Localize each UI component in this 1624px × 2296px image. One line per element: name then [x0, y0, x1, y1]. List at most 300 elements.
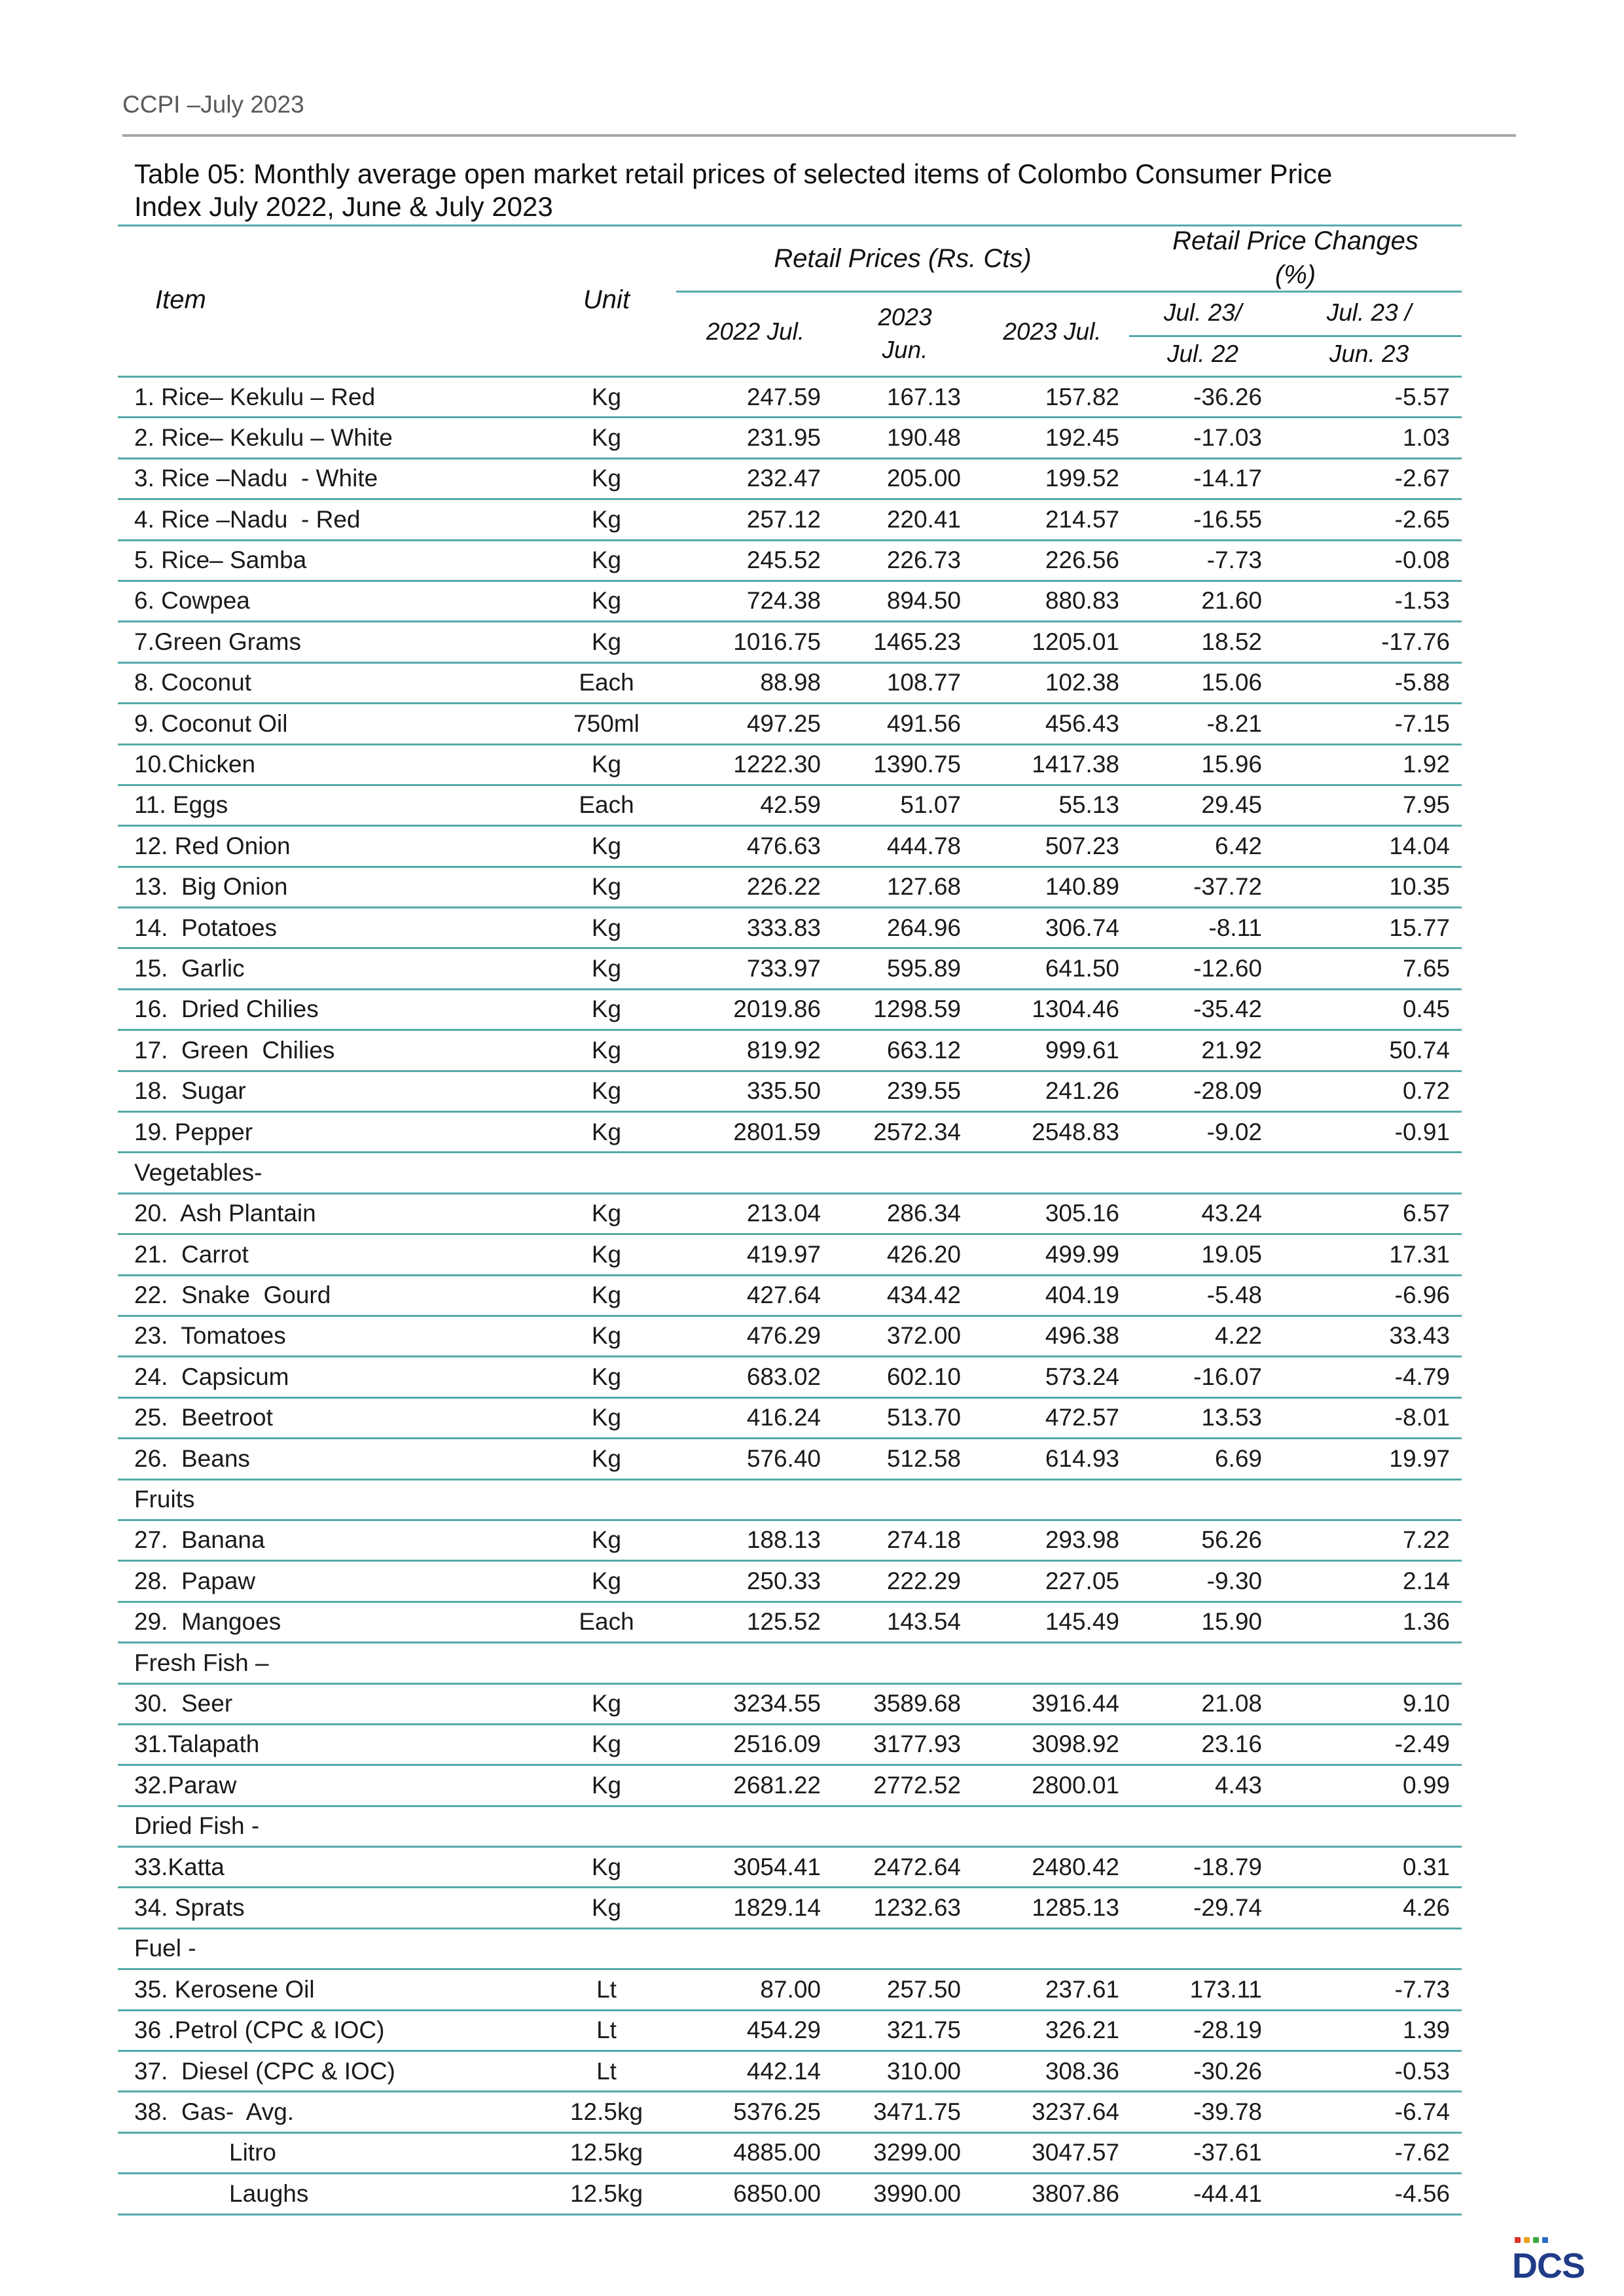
price-jul-2023-cell: 214.57 [1045, 505, 1119, 533]
price-jun-2023-cell: 167.13 [886, 383, 961, 410]
unit-cell: 12.5kg [569, 2179, 643, 2207]
price-jun-2023-cell: 222.29 [886, 1567, 961, 1594]
change-jul23-jun23-cell: -0.91 [1394, 1118, 1450, 1145]
price-jul-2022-cell: 476.29 [746, 1322, 821, 1350]
table-row [118, 868, 1462, 908]
change-jul23-jun23-cell: 6.57 [1402, 1200, 1450, 1227]
price-jun-2023-cell: 3589.68 [873, 1690, 961, 1717]
change-jul23-jul22-cell: -9.02 [1206, 1118, 1262, 1145]
item-name-cell: 20. Ash Plantain [134, 1200, 316, 1227]
change-jul23-jun23-cell: 0.72 [1402, 1077, 1450, 1105]
price-jul-2022-cell: 419.97 [746, 1240, 821, 1268]
price-jul-2023-cell: 641.50 [1045, 954, 1119, 982]
item-name-cell: 16. Dried Chilies [134, 996, 319, 1023]
change-jul23-jun23-cell: -2.65 [1394, 505, 1450, 533]
item-name-cell: 14. Potatoes [134, 914, 278, 941]
change-jul23-jul22-cell: -37.72 [1193, 873, 1262, 901]
price-jul-2023-cell: 573.24 [1045, 1363, 1119, 1390]
section-row [118, 1153, 1462, 1194]
table-row [118, 664, 1462, 704]
table-row [118, 378, 1462, 418]
price-jun-2023-cell: 226.73 [886, 547, 961, 574]
change-jul23-jul22-cell: 18.52 [1201, 628, 1262, 655]
table-row [118, 1562, 1462, 1602]
price-jul-2022-cell: 42.59 [760, 791, 821, 819]
item-name-cell: 29. Mangoes [134, 1608, 281, 1636]
table-row [118, 418, 1462, 459]
price-jul-2023-cell: 3047.57 [1032, 2139, 1119, 2166]
unit-column-header: Unit [583, 285, 630, 314]
change-jul23-jun23-cell: -8.01 [1394, 1404, 1450, 1431]
price-jun-2023-cell: 513.70 [886, 1404, 961, 1431]
change-jul23-jul22-header-top: Jul. 23/ [1163, 298, 1242, 326]
price-jun-2023-cell: 3990.00 [873, 2179, 961, 2207]
change-jul23-jul22-cell: 29.45 [1201, 791, 1262, 819]
price-jul-2022-cell: 427.64 [746, 1282, 821, 1309]
price-jul-2023-cell: 3916.44 [1032, 1690, 1119, 1717]
price-jul-2023-cell: 1304.46 [1032, 996, 1119, 1023]
price-jul-2022-cell: 213.04 [746, 1200, 821, 1227]
price-jun-2023-cell: 257.50 [886, 1975, 961, 2003]
table-title-line: Index July 2022, June & July 2023 [134, 191, 553, 222]
item-name-cell: 22. Snake Gourd [134, 1282, 331, 1309]
table-row [118, 949, 1462, 990]
price-jul-2022-cell: 245.52 [746, 547, 821, 574]
price-jul-2023-cell: 880.83 [1045, 587, 1119, 615]
price-jul-2023-cell: 614.93 [1045, 1444, 1119, 1472]
price-jul-2022-cell: 454.29 [746, 2017, 821, 2044]
unit-cell: Lt [596, 2057, 617, 2085]
price-jul-2023-cell: 226.56 [1045, 547, 1119, 574]
price-jul-2023-cell: 199.52 [1045, 465, 1119, 492]
jul-2023-column-header: 2023 Jul. [1003, 317, 1102, 345]
table-row [118, 1848, 1462, 1888]
table-row [118, 1725, 1462, 1766]
price-jul-2023-cell: 237.61 [1045, 1975, 1119, 2003]
item-name-cell: 3. Rice –Nadu - White [134, 465, 378, 492]
change-jul23-jun23-cell: -6.96 [1394, 1282, 1450, 1309]
item-name-cell: 34. Sprats [134, 1893, 245, 1921]
change-jul23-jun23-cell: -6.74 [1394, 2098, 1450, 2125]
table-row [118, 500, 1462, 541]
change-jul23-jun23-cell: 14.04 [1389, 832, 1450, 859]
unit-cell: Kg [591, 1200, 622, 1227]
unit-cell: Lt [596, 2017, 617, 2044]
unit-cell: Kg [591, 465, 622, 492]
unit-cell: Kg [591, 914, 622, 941]
sub-item-row [118, 2174, 1462, 2215]
table-row [118, 1439, 1462, 1480]
change-jul23-jun23-cell: -2.49 [1394, 1731, 1450, 1758]
table-row [118, 1317, 1462, 1357]
item-name-cell: 15. Garlic [134, 954, 245, 982]
unit-cell: Kg [591, 996, 622, 1023]
change-jul23-jun23-cell: 0.31 [1402, 1853, 1450, 1880]
table-row [118, 582, 1462, 622]
change-jul23-jun23-cell: -0.08 [1394, 547, 1450, 574]
price-jul-2023-cell: 2548.83 [1032, 1118, 1119, 1145]
price-jul-2022-cell: 476.63 [746, 832, 821, 859]
price-jul-2022-cell: 250.33 [746, 1567, 821, 1594]
change-jul23-jun23-header-top: Jul. 23 / [1326, 298, 1412, 326]
item-name-cell: 5. Rice– Samba [134, 547, 307, 574]
change-jul23-jun23-cell: -1.53 [1394, 587, 1450, 615]
unit-cell: Kg [591, 505, 622, 533]
table-row [118, 908, 1462, 949]
change-jul23-jul22-cell: 15.06 [1201, 669, 1262, 696]
price-jul-2023-cell: 293.98 [1045, 1526, 1119, 1554]
change-jul23-jun23-cell: -7.73 [1394, 1975, 1450, 2003]
price-jun-2023-cell: 127.68 [886, 873, 961, 901]
table-row [118, 827, 1462, 867]
change-jul23-jun23-cell: 33.43 [1389, 1322, 1450, 1350]
price-jul-2022-cell: 5376.25 [733, 2098, 821, 2125]
change-jul23-jul22-cell: -12.60 [1193, 954, 1262, 982]
unit-cell: Kg [591, 1118, 622, 1145]
price-jun-2023-cell: 143.54 [886, 1608, 961, 1636]
unit-cell: Kg [591, 1731, 622, 1758]
jun-2023-column-header-year: 2023 [878, 303, 932, 331]
table-header [118, 224, 1462, 378]
table-row [118, 745, 1462, 786]
price-jun-2023-cell: 1465.23 [873, 628, 961, 655]
price-jul-2023-cell: 102.38 [1045, 669, 1119, 696]
price-jul-2023-cell: 306.74 [1045, 914, 1119, 941]
header-rule [122, 134, 1516, 137]
change-jul23-jul22-cell: 4.22 [1214, 1322, 1262, 1350]
item-name-cell: 19. Pepper [134, 1118, 253, 1145]
unit-cell: Kg [591, 1526, 622, 1554]
price-jul-2023-cell: 472.57 [1045, 1404, 1119, 1431]
price-jun-2023-cell: 1232.63 [873, 1893, 961, 1921]
running-header: CCPI –July 2023 [122, 91, 304, 118]
table-row [118, 2052, 1462, 2092]
retail-prices-group-header: Retail Prices (Rs. Cts) [774, 244, 1032, 273]
change-jul23-jun23-cell: -2.67 [1394, 465, 1450, 492]
change-jul23-jul22-cell: 21.60 [1201, 587, 1262, 615]
logo-text: DCS [1512, 2246, 1585, 2286]
unit-cell: Lt [596, 1975, 617, 2003]
price-jun-2023-cell: 894.50 [886, 587, 961, 615]
change-jul23-jun23-header-bottom: Jun. 23 [1329, 340, 1409, 367]
section-row [118, 1929, 1462, 1970]
table-row [118, 1888, 1462, 1929]
change-jul23-jun23-cell: -5.88 [1394, 669, 1450, 696]
change-jul23-jul22-cell: -39.78 [1193, 2098, 1262, 2125]
change-jul23-jul22-cell: -18.79 [1193, 1853, 1262, 1880]
item-name-cell: 31.Talapath [134, 1731, 260, 1758]
change-jul23-jul22-cell: -8.11 [1208, 914, 1262, 941]
price-changes-group-header: Retail Price Changes [1172, 226, 1418, 255]
price-jul-2023-cell: 496.38 [1045, 1322, 1119, 1350]
price-jun-2023-cell: 286.34 [886, 1200, 961, 1227]
change-jul23-jul22-cell: -8.21 [1206, 709, 1262, 737]
change-jul23-jul22-cell: 173.11 [1189, 1975, 1262, 2003]
item-name-cell: 25. Beetroot [134, 1404, 273, 1431]
price-jul-2022-cell: 819.92 [746, 1036, 821, 1064]
price-jul-2023-cell: 140.89 [1045, 873, 1119, 901]
price-jul-2022-cell: 231.95 [746, 423, 821, 451]
item-name-cell: 1. Rice– Kekulu – Red [134, 383, 376, 410]
change-jul23-jul22-cell: -36.26 [1193, 383, 1262, 410]
price-jun-2023-cell: 3299.00 [873, 2139, 961, 2166]
logo-dot [1524, 2237, 1530, 2243]
unit-cell: Kg [591, 1567, 622, 1594]
item-name-cell: Litro [229, 2139, 276, 2166]
item-name-cell: 38. Gas- Avg. [134, 2098, 295, 2125]
price-changes-unit-label: (%) [1274, 260, 1316, 289]
price-jul-2022-cell: 4885.00 [733, 2139, 821, 2166]
section-row [118, 1480, 1462, 1521]
change-jul23-jul22-cell: -5.48 [1206, 1282, 1262, 1309]
price-jun-2023-cell: 1390.75 [873, 751, 961, 778]
change-jul23-jul22-cell: 15.96 [1201, 751, 1262, 778]
unit-cell: 750ml [573, 709, 640, 737]
unit-cell: Each [579, 1608, 634, 1636]
item-name-cell: 13. Big Onion [134, 873, 288, 901]
price-jun-2023-cell: 512.58 [886, 1444, 961, 1472]
price-jul-2022-cell: 2516.09 [733, 1731, 821, 1758]
price-jul-2023-cell: 55.13 [1058, 791, 1119, 819]
change-jul23-jun23-cell: -7.15 [1394, 709, 1450, 737]
price-jul-2022-cell: 188.13 [746, 1526, 821, 1554]
table-row [118, 622, 1462, 663]
change-jul23-jun23-cell: 0.45 [1402, 996, 1450, 1023]
price-jun-2023-cell: 2572.34 [873, 1118, 961, 1145]
unit-cell: Kg [591, 873, 622, 901]
table-row [118, 1235, 1462, 1276]
unit-cell: Kg [591, 628, 622, 655]
table-row [118, 1521, 1462, 1562]
change-jul23-jul22-cell: -16.07 [1193, 1363, 1262, 1390]
item-name-cell: 33.Katta [134, 1853, 225, 1880]
change-jul23-jul22-cell: 6.42 [1214, 832, 1262, 859]
change-jul23-jul22-cell: -9.30 [1206, 1567, 1262, 1594]
price-jun-2023-cell: 426.20 [886, 1240, 961, 1268]
unit-cell: Kg [591, 1240, 622, 1268]
price-jul-2022-cell: 1829.14 [733, 1893, 821, 1921]
price-jun-2023-cell: 595.89 [886, 954, 961, 982]
change-jul23-jul22-cell: 21.92 [1201, 1036, 1262, 1064]
section-label: Dried Fish - [134, 1812, 260, 1840]
change-jul23-jul22-cell: -14.17 [1193, 465, 1262, 492]
change-jul23-jul22-cell: -28.09 [1193, 1077, 1262, 1105]
change-jul23-jul22-cell: -28.19 [1193, 2017, 1262, 2044]
unit-cell: Each [579, 791, 634, 819]
item-name-cell: 36 .Petrol (CPC & IOC) [134, 2017, 385, 2044]
change-jul23-jun23-cell: -0.53 [1394, 2057, 1450, 2085]
change-jul23-jun23-cell: -4.79 [1394, 1363, 1450, 1390]
table-title [134, 158, 1332, 223]
change-jul23-jun23-cell: 17.31 [1389, 1240, 1450, 1268]
item-name-cell: 21. Carrot [134, 1240, 249, 1268]
price-jul-2023-cell: 1285.13 [1032, 1893, 1119, 1921]
item-name-cell: 11. Eggs [134, 791, 228, 819]
table-row [118, 1399, 1462, 1439]
price-jul-2023-cell: 157.82 [1045, 383, 1119, 410]
logo-dot [1533, 2237, 1539, 2243]
table-row [118, 704, 1462, 745]
unit-cell: Kg [591, 1282, 622, 1309]
item-name-cell: 18. Sugar [134, 1077, 246, 1105]
price-jul-2022-cell: 1016.75 [733, 628, 821, 655]
jun-2023-column-header-month: Jun. [882, 336, 928, 363]
change-jul23-jul22-cell: 19.05 [1201, 1240, 1262, 1268]
price-jun-2023-cell: 321.75 [886, 2017, 961, 2044]
price-jul-2022-cell: 257.12 [746, 505, 821, 533]
table-row [118, 1603, 1462, 1643]
price-jul-2023-cell: 192.45 [1045, 423, 1119, 451]
table-row [118, 1685, 1462, 1725]
price-jul-2023-cell: 1417.38 [1032, 751, 1119, 778]
price-jun-2023-cell: 190.48 [886, 423, 961, 451]
unit-cell: Kg [591, 1771, 622, 1799]
change-jul23-jun23-cell: 15.77 [1389, 914, 1450, 941]
price-jun-2023-cell: 444.78 [886, 832, 961, 859]
price-jul-2022-cell: 88.98 [760, 669, 821, 696]
change-jul23-jun23-cell: -4.56 [1394, 2179, 1450, 2207]
unit-cell: Kg [591, 1036, 622, 1064]
price-jul-2022-cell: 87.00 [760, 1975, 821, 2003]
item-name-cell: 6. Cowpea [134, 587, 250, 615]
item-name-cell: 8. Coconut [134, 669, 251, 696]
change-jul23-jun23-cell: 9.10 [1402, 1690, 1450, 1717]
change-jul23-jul22-cell: -29.74 [1193, 1893, 1262, 1921]
change-jul23-jul22-cell: 56.26 [1201, 1526, 1262, 1554]
item-name-cell: 10.Chicken [134, 751, 256, 778]
unit-cell: Kg [591, 1363, 622, 1390]
unit-cell: Kg [591, 832, 622, 859]
price-jul-2023-cell: 145.49 [1045, 1608, 1119, 1636]
jul-2022-column-header: 2022 Jul. [706, 317, 805, 345]
unit-cell: Kg [591, 423, 622, 451]
unit-cell: Each [579, 669, 634, 696]
price-jun-2023-cell: 2472.64 [873, 1853, 961, 1880]
price-jul-2023-cell: 326.21 [1045, 2017, 1119, 2044]
change-jul23-jun23-cell: -5.57 [1394, 383, 1450, 410]
item-column-header: Item [155, 285, 206, 314]
table-row [118, 2092, 1462, 2133]
item-name-cell: 24. Capsicum [134, 1363, 289, 1390]
change-jul23-jun23-cell: 1.36 [1402, 1608, 1450, 1636]
price-jul-2022-cell: 497.25 [746, 709, 821, 737]
unit-cell: Kg [591, 1853, 622, 1880]
price-jul-2022-cell: 6850.00 [733, 2179, 821, 2207]
change-jul23-jun23-cell: 19.97 [1389, 1444, 1450, 1472]
price-jul-2022-cell: 2681.22 [733, 1771, 821, 1799]
price-jul-2022-cell: 733.97 [746, 954, 821, 982]
unit-cell: Kg [591, 954, 622, 982]
price-jul-2022-cell: 3054.41 [733, 1853, 821, 1880]
table-row [118, 459, 1462, 500]
section-row [118, 1643, 1462, 1684]
unit-cell: Kg [591, 1404, 622, 1431]
change-jul23-jun23-cell: 7.65 [1402, 954, 1450, 982]
change-jul23-jun23-cell: -7.62 [1394, 2139, 1450, 2166]
price-jun-2023-cell: 2772.52 [873, 1771, 961, 1799]
price-jun-2023-cell: 310.00 [886, 2057, 961, 2085]
table-row [118, 1072, 1462, 1113]
unit-cell: 12.5kg [569, 2098, 643, 2125]
price-jul-2023-cell: 241.26 [1045, 1077, 1119, 1105]
item-name-cell: 26. Beans [134, 1444, 250, 1472]
logo-dot [1515, 2237, 1521, 2243]
price-jun-2023-cell: 274.18 [886, 1526, 961, 1554]
price-jun-2023-cell: 51.07 [900, 791, 961, 819]
change-jul23-jul22-cell: 15.90 [1201, 1608, 1262, 1636]
table-row [118, 541, 1462, 582]
change-jul23-jun23-cell: 2.14 [1402, 1567, 1450, 1594]
price-jul-2023-cell: 305.16 [1045, 1200, 1119, 1227]
change-jul23-jul22-cell: -16.55 [1193, 505, 1262, 533]
item-name-cell: 27. Banana [134, 1526, 265, 1554]
price-jun-2023-cell: 220.41 [886, 505, 961, 533]
table-row [118, 990, 1462, 1031]
item-name-cell: 17. Green Chilies [134, 1036, 335, 1064]
table-row [118, 1357, 1462, 1398]
change-jul23-jul22-cell: 21.08 [1201, 1690, 1262, 1717]
section-label: Fruits [134, 1486, 195, 1513]
price-jun-2023-cell: 264.96 [886, 914, 961, 941]
unit-cell: Kg [591, 751, 622, 778]
change-jul23-jun23-cell: -17.76 [1381, 628, 1450, 655]
change-jul23-jul22-cell: 23.16 [1201, 1731, 1262, 1758]
change-jul23-jul22-cell: 4.43 [1214, 1771, 1262, 1799]
table-row [118, 1031, 1462, 1071]
price-jun-2023-cell: 239.55 [886, 1077, 961, 1105]
section-label: Fresh Fish – [134, 1649, 269, 1676]
group-header-rule [676, 291, 1462, 293]
item-name-cell: 23. Tomatoes [134, 1322, 286, 1350]
table-row [118, 1766, 1462, 1806]
price-jul-2022-cell: 683.02 [746, 1363, 821, 1390]
price-jul-2023-cell: 499.99 [1045, 1240, 1119, 1268]
price-jul-2022-cell: 576.40 [746, 1444, 821, 1472]
price-jul-2022-cell: 1222.30 [733, 751, 821, 778]
change-jul23-jul22-cell: -35.42 [1193, 996, 1262, 1023]
price-jul-2023-cell: 3807.86 [1032, 2179, 1119, 2207]
item-name-cell: Laughs [229, 2179, 309, 2207]
section-label: Fuel - [134, 1935, 196, 1962]
table-row [118, 1113, 1462, 1153]
change-jul23-jun23-cell: 7.22 [1402, 1526, 1450, 1554]
sub-item-row [118, 2134, 1462, 2174]
unit-cell: Kg [591, 547, 622, 574]
price-jul-2022-cell: 335.50 [746, 1077, 821, 1105]
price-jul-2022-cell: 247.59 [746, 383, 821, 410]
change-jul23-jul22-cell: -44.41 [1193, 2179, 1262, 2207]
table-row [118, 1194, 1462, 1235]
price-jul-2022-cell: 125.52 [746, 1608, 821, 1636]
item-name-cell: 37. Diesel (CPC & IOC) [134, 2057, 395, 2085]
price-jun-2023-cell: 1298.59 [873, 996, 961, 1023]
price-jul-2022-cell: 333.83 [746, 914, 821, 941]
table-row [118, 2011, 1462, 2052]
unit-cell: 12.5kg [569, 2139, 643, 2166]
price-jul-2023-cell: 3237.64 [1032, 2098, 1119, 2125]
change-jul23-jun23-cell: 10.35 [1389, 873, 1450, 901]
change-jul23-jul22-cell: -17.03 [1193, 423, 1262, 451]
change-jul23-jul22-cell: -37.61 [1193, 2139, 1262, 2166]
table-row [118, 1970, 1462, 2011]
price-jun-2023-cell: 663.12 [886, 1036, 961, 1064]
price-jun-2023-cell: 108.77 [886, 669, 961, 696]
price-jul-2023-cell: 1205.01 [1032, 628, 1119, 655]
price-jul-2023-cell: 999.61 [1045, 1036, 1119, 1064]
item-name-cell: 28. Papaw [134, 1567, 256, 1594]
price-jul-2023-cell: 227.05 [1045, 1567, 1119, 1594]
price-jun-2023-cell: 602.10 [886, 1363, 961, 1390]
